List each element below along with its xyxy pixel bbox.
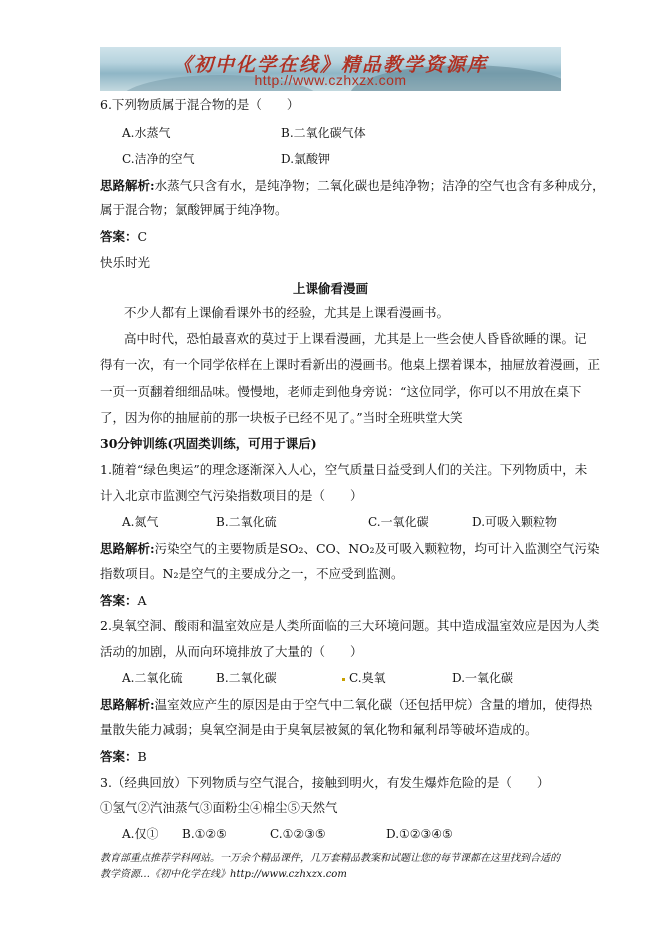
banner-url[interactable]: http://www.czhxzx.com: [254, 72, 407, 88]
answer-value: B: [137, 749, 147, 764]
q3-stem-line2: ①氢气②汽油蒸气③面粉尘④棉尘⑤天然气: [100, 800, 338, 815]
q2-option-c: C.臭氧: [349, 671, 386, 685]
analysis-text: 污染空气的主要物质是SO₂、CO、NO₂及可吸入颗粒物，均可计入监测空气污染: [154, 541, 600, 556]
analysis-label: 思路解析:: [100, 697, 155, 712]
footer-url-link[interactable]: http://www.czhxzx.com: [230, 869, 347, 880]
q1-analysis-line2: 指数项目。N₂是空气的主要成分之一，不应受到监测。: [100, 566, 404, 581]
q1-analysis: [100, 540, 599, 558]
q6-analysis-line2: 属于混合物；氯酸钾属于纯净物。: [100, 202, 288, 217]
q2-analysis-line2: 量散失能力减弱；臭氧空洞是由于臭氧层被氮的氧化物和氟利昂等破坏造成的。: [100, 722, 538, 737]
q6-option-a: A.水蒸气: [122, 126, 171, 140]
q2-option-d: D.一氧化碳: [452, 671, 514, 685]
analysis-text: 温室效应产生的原因是由于空气中二氧化碳（还包括甲烷）含量的增加，使得热: [154, 697, 593, 712]
q6-option-c: C.洁净的空气: [122, 152, 195, 166]
q2-option-a: A.二氧化硫: [122, 671, 183, 685]
answer-value: A: [137, 593, 147, 608]
q6-answer: [100, 228, 147, 246]
q6-analysis: [100, 177, 605, 195]
q1-option-a: A.氮气: [122, 515, 159, 529]
footer-line2: [100, 868, 347, 882]
banner-title: 《初中化学在线》精品教学资源库: [172, 54, 488, 76]
q3-option-c: C.①②③⑤: [270, 827, 326, 841]
q3-option-d: D.①②③④⑤: [386, 827, 453, 841]
section-title: 30分钟训练(巩固类训练，可用于课后): [100, 436, 317, 451]
q2-stem-line1: 2.臭氧空洞、酸雨和温室效应是人类所面临的三大环境问题。其中造成温室效应是因为人类: [100, 618, 600, 633]
q1-answer: [100, 592, 147, 610]
fun-para1: 不少人都有上课偷看课外书的经验，尤其是上课看漫画书。: [124, 305, 450, 320]
q6-option-d: D.氯酸钾: [281, 152, 331, 166]
footer-site-name: 教学资源…《初中化学在线》: [100, 869, 230, 880]
footer-line1: 教育部重点推荐学科网站。一万余个精品课件，几万套精品教案和试题让您的每节课都在这里找到合适的: [100, 853, 560, 864]
q3-stem-line1: 3.（经典回放）下列物质与空气混合，接触到明火，有发生爆炸危险的是（ ）: [100, 775, 550, 790]
answer-label: 答案：: [100, 593, 138, 608]
analysis-label: 思路解析:: [100, 541, 155, 556]
q3-option-b: B.①②⑤: [182, 827, 227, 841]
q1-stem-line1: 1.随着“绿色奥运”的理念逐渐深入人心，空气质量日益受到人们的关注。下列物质中，未: [100, 462, 588, 477]
header-banner: [100, 47, 561, 91]
q1-stem-line2: 计入北京市监测空气污染指数项目的是（ ）: [100, 488, 363, 503]
answer-label: 答案：: [100, 229, 138, 244]
q2-stem-line2: 活动的加剧，从而向环境排放了大量的（ ）: [100, 644, 363, 659]
highlight-dot: [342, 678, 345, 681]
fun-title: 上课偷看漫画: [292, 281, 368, 296]
q6-stem: 6.下列物质属于混合物的是（ ）: [100, 97, 300, 112]
q2-answer: [100, 748, 147, 766]
fun-para2-line4: 了，因为你的抽屉前的那一块板子已经不见了。”当时全班哄堂大笑: [100, 410, 463, 425]
q1-option-b: B.二氧化硫: [216, 515, 277, 529]
fun-para2-line3: 一页一页翻着细细品味。慢慢地，老师走到他身旁说：“这位同学，你可以不用放在桌下: [100, 384, 582, 399]
analysis-label: 思路解析:: [100, 178, 155, 193]
answer-label: 答案：: [100, 749, 138, 764]
q2-option-b: B.二氧化碳: [216, 671, 277, 685]
analysis-text: 水蒸气只含有水，是纯净物；二氧化碳也是纯净物；洁净的空气也含有多种成分，: [154, 178, 605, 193]
q2-analysis: [100, 696, 592, 714]
q1-option-c: C.一氧化碳: [368, 515, 429, 529]
q3-option-a: A.仅①: [122, 827, 159, 841]
fun-para2-line2: 得有一次，有一个同学依样在上课时看新出的漫画书。他桌上摆着课本，抽屉放着漫画，正: [100, 357, 601, 372]
q6-option-b: B.二氧化碳气体: [281, 126, 366, 140]
fun-heading: 快乐时光: [100, 255, 151, 270]
q1-option-d: D.可吸入颗粒物: [472, 515, 558, 529]
answer-value: C: [137, 229, 148, 244]
fun-para2-line1: 高中时代，恐怕最喜欢的莫过于上课看漫画，尤其是上一些会使人昏昏欲睡的课。记: [124, 331, 587, 346]
